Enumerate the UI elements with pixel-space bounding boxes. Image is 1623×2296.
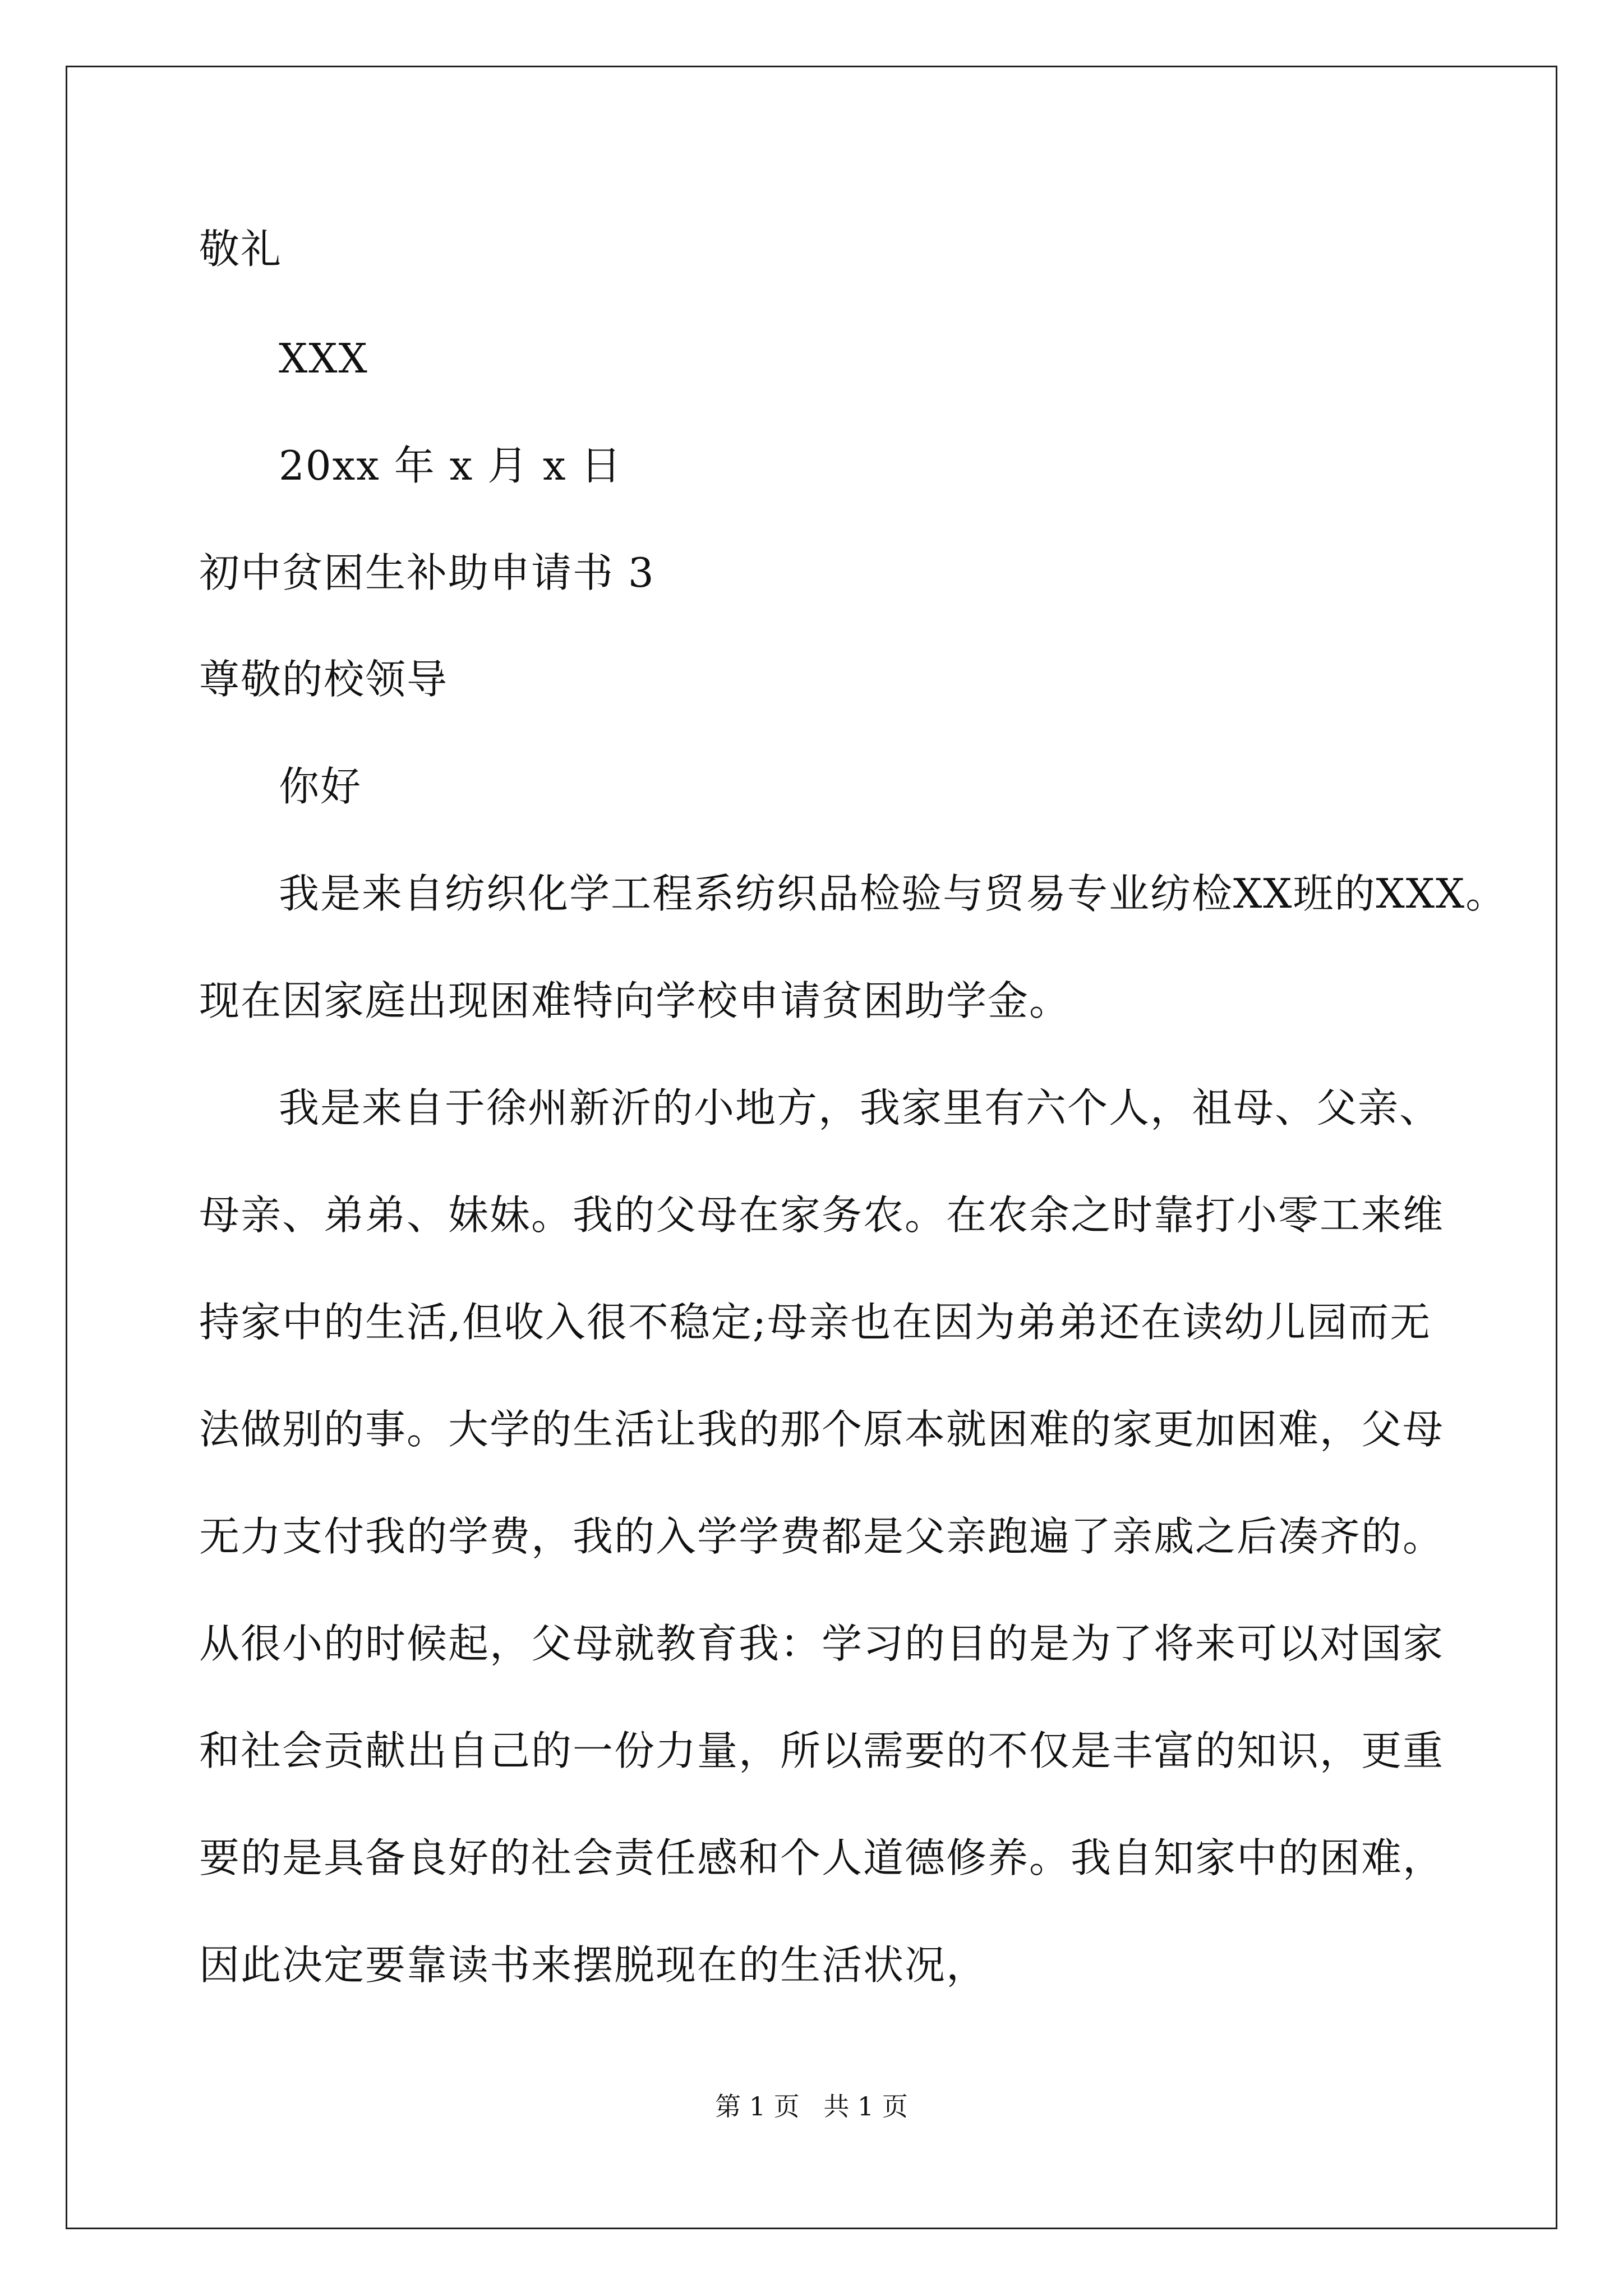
signature-name: XXX xyxy=(279,335,368,382)
paragraph-line: 无力支付我的学费，我的入学学费都是父亲跑遍了亲戚之后凑齐的。 xyxy=(199,1513,1445,1560)
paragraph-line: 持家中的生活,但收入很不稳定;母亲也在因为弟弟还在读幼儿园而无 xyxy=(199,1299,1432,1346)
paragraph-line: 法做别的事。大学的生活让我的那个原本就困难的家更加困难，父母 xyxy=(199,1406,1445,1453)
paragraph-line: 和社会贡献出自己的一份力量，所以需要的不仅是丰富的知识，更重 xyxy=(199,1727,1445,1774)
page-footer xyxy=(0,2090,1623,2123)
greeting-recipient: 尊敬的校领导 xyxy=(199,656,449,703)
signature-date: 20xx 年 x 月 x 日 xyxy=(279,442,623,489)
page-number: 第 1 页 xyxy=(715,2091,800,2122)
page-total: 共 1 页 xyxy=(823,2091,908,2122)
paragraph-line: 我是来自纺织化学工程系纺织品检验与贸易专业纺检XX班的XXX。 xyxy=(279,870,1507,917)
section-title: 初中贫困生补助申请书 3 xyxy=(199,549,655,596)
paragraph-line: 现在因家庭出现困难特向学校申请贫困助学金。 xyxy=(199,977,1071,1024)
paragraph-line: 母亲、弟弟、妹妹。我的父母在家务农。在农余之时靠打小零工来维 xyxy=(199,1191,1445,1239)
page-frame xyxy=(66,66,1557,2229)
paragraph-line: 我是来自于徐州新沂的小地方，我家里有六个人，祖母、父亲、 xyxy=(279,1084,1441,1131)
greeting-hello: 你好 xyxy=(279,763,362,810)
paragraph-line: 因此决定要靠读书来摆脱现在的生活状况， xyxy=(199,1941,988,1989)
paragraph-line: 要的是具备良好的社会责任感和个人道德修养。我自知家中的困难， xyxy=(199,1834,1445,1881)
closing-salutation: 敬礼 xyxy=(199,226,283,273)
paragraph-line: 从很小的时候起，父母就教育我：学习的目的是为了将来可以对国家 xyxy=(199,1620,1445,1667)
